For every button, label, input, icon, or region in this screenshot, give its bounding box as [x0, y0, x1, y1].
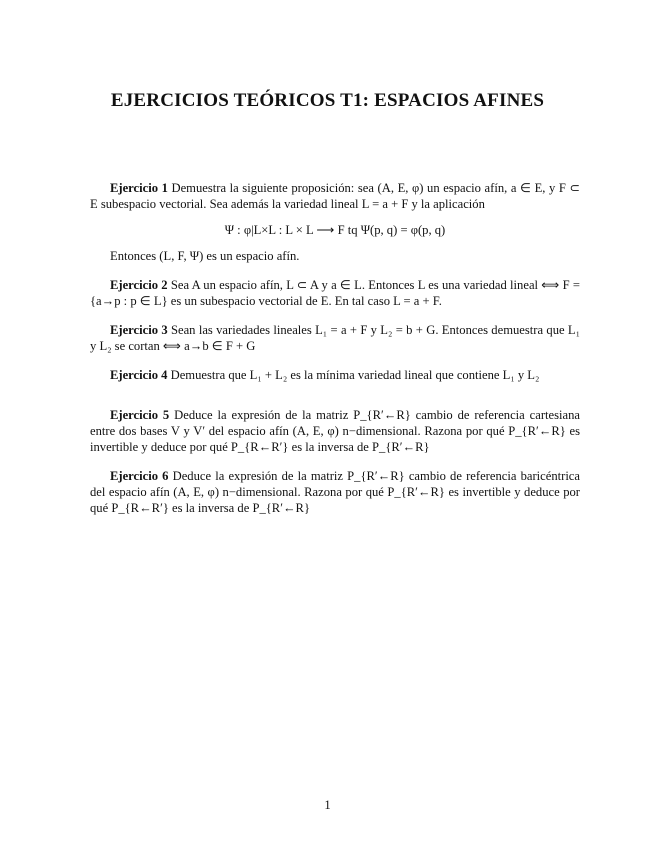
page-title: EJERCICIOS TEÓRICOS T1: ESPACIOS AFINES — [110, 90, 545, 111]
exercise-4-text: Demuestra que L₁ + L₂ es la mínima variedad lineal que contiene L₁ y L₂ — [170, 368, 540, 382]
exercise-2-paragraph — [90, 277, 580, 309]
exercise-3-text: Sean las variedades lineales L₁ = a + F y L₂ = b + G. Entonces demuestra que L₁ y L₂ se cortan ⟺ a→b ∈ F + G — [90, 323, 580, 353]
exercise-5 — [90, 407, 580, 455]
exercise-2-text: Sea A un espacio afín, L ⊂ A y a ∈ L. Entonces L es una variedad lineal ⟺ F = {a→p : p ∈ L} es un subespacio vectorial de E. En tal caso L = a + F. — [90, 278, 581, 308]
exercise-3-paragraph — [90, 322, 580, 354]
exercise-5-text: Deduce la expresión de la matriz P_{R′←R} cambio de referencia cartesiana entre dos bases V y V′ del espacio afín (A, E, φ) n−dimensional. Razona por qué P_{R′←R} es invertible y deduce por qué P_{R←R′} es la inversa de P_{R′←R} — [90, 408, 580, 454]
exercise-5-label: Ejercicio 5 — [110, 408, 170, 422]
exercise-4 — [90, 367, 580, 383]
exercise-list — [90, 180, 580, 516]
exercise-1-conclusion: Entonces (L, F, Ψ) es un espacio afín. — [110, 249, 300, 263]
exercise-1-display-formula: Ψ : φ|L×L : L × L ⟶ F tq Ψ(p, q) = φ(p, q) — [224, 223, 446, 237]
exercise-1 — [90, 180, 580, 264]
exercise-5-paragraph — [90, 407, 580, 455]
exercise-1-text: Demuestra la siguiente proposición: sea (A, E, φ) un espacio afín, a ∈ E, y F ⊂ E subespacio vectorial. Sea además la variedad lineal L = a + F y la aplicación — [90, 181, 581, 211]
exercise-2-label: Ejercicio 2 — [110, 278, 168, 292]
exercise-4-paragraph — [90, 367, 580, 383]
exercise-6-label: Ejercicio 6 — [110, 469, 169, 483]
exercise-1-label: Ejercicio 1 — [110, 181, 168, 195]
exercise-3-label: Ejercicio 3 — [110, 323, 168, 337]
exercise-6-text: Deduce la expresión de la matriz P_{R′←R} cambio de referencia baricéntrica del espacio afín (A, E, φ) n−dimensional. Razona por qué P_{R′←R} es invertible y deduce por qué P_{R←R′} es la inversa de P_{R′←R} — [90, 469, 580, 515]
exercise-6 — [90, 468, 580, 516]
exercise-4-label: Ejercicio 4 — [110, 368, 168, 382]
page-number: 1 — [324, 798, 331, 812]
exercise-6-paragraph — [90, 468, 580, 516]
exercise-1-paragraph — [90, 180, 580, 212]
exercise-2 — [90, 277, 580, 309]
exercise-3 — [90, 322, 580, 354]
